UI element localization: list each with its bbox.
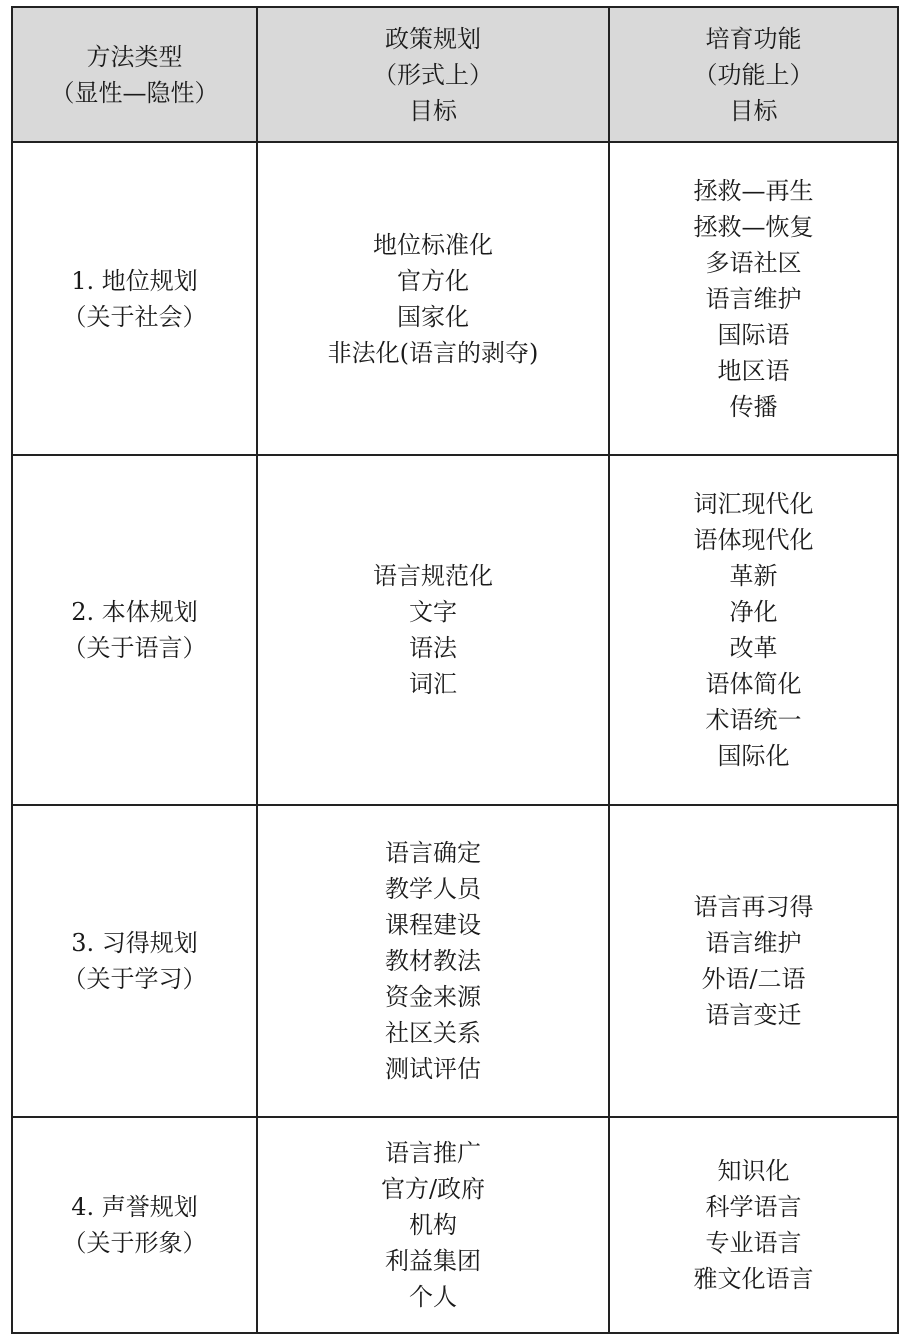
cultivation-item: 革新 [729,562,778,590]
header-method-line: （显性—隐性） [50,78,219,107]
header-cultivation [609,7,898,142]
policy-item: 国家化 [397,302,469,331]
header-cultivation-line: （功能上） [693,60,814,89]
cultivation-item: 科学语言 [705,1193,802,1221]
policy-item: 语言推广 [385,1139,481,1167]
policy-item: 地位标准化 [373,230,493,259]
policy-item: 课程建设 [385,911,481,939]
method-line: （关于社会） [62,302,207,331]
cultivation-item: 雅文化语言 [693,1265,814,1293]
cultivation-item: 国际化 [717,742,790,770]
cultivation-item: 术语统一 [705,706,802,734]
method-cell [12,805,257,1117]
header-policy [257,7,609,142]
cultivation-item: 专业语言 [705,1229,802,1257]
cultivation-item: 改革 [729,634,778,662]
cultivation-item: 多语社区 [705,248,802,277]
cultivation-item: 拯救—恢复 [693,212,814,241]
policy-item: 语言规范化 [373,562,493,590]
cultivation-cell [609,455,898,805]
header-method [12,7,257,142]
cultivation-item: 外语/二语 [701,965,806,993]
policy-item: 文字 [409,598,457,626]
method-cell [12,455,257,805]
policy-item: 词汇 [409,670,457,698]
cultivation-item: 语言变迁 [705,1001,802,1029]
cultivation-item: 语言维护 [705,284,802,313]
cultivation-item: 国际语 [717,320,790,349]
header-policy-line: 政策规划 [385,24,481,53]
cultivation-item: 知识化 [717,1157,790,1185]
method-cell [12,142,257,455]
policy-item: 资金来源 [385,983,481,1011]
method-line: 2. 本体规划 [71,598,198,626]
policy-item: 测试评估 [385,1055,481,1083]
cultivation-item: 语体现代化 [693,526,814,554]
header-row [12,7,898,142]
language-planning-table-frame [11,6,897,1332]
header-policy-line: （形式上） [373,60,493,89]
cultivation-item: 语体简化 [705,670,802,698]
cultivation-item: 语言维护 [705,929,802,957]
language-planning-table [11,6,899,1334]
policy-item: 个人 [409,1283,457,1311]
cultivation-cell [609,1117,898,1333]
cultivation-item: 语言再习得 [693,893,814,921]
policy-item: 教学人员 [385,875,481,903]
policy-item: 官方/政府 [380,1175,486,1203]
table-row [12,805,898,1117]
policy-item: 利益集团 [385,1247,481,1275]
method-line: （关于形象） [62,1229,207,1257]
cultivation-cell [609,142,898,455]
method-line: （关于学习） [62,965,207,993]
policy-cell [257,805,609,1117]
policy-item: 社区关系 [385,1019,481,1047]
policy-cell [257,142,609,455]
policy-item: 非法化(语言的剥夺) [327,338,539,367]
method-line: 1. 地位规划 [71,266,198,295]
cultivation-item: 传播 [729,392,778,421]
method-line: 3. 习得规划 [71,929,198,957]
header-cultivation-line: 培育功能 [705,24,802,53]
header-policy-line: 目标 [409,96,457,125]
policy-item: 语法 [409,634,457,662]
table-row [12,455,898,805]
policy-item: 官方化 [397,266,469,295]
cultivation-item: 地区语 [717,356,790,385]
cultivation-item: 词汇现代化 [693,490,814,518]
table-row [12,142,898,455]
policy-cell [257,1117,609,1333]
cultivation-item: 拯救—再生 [693,176,814,205]
policy-item: 机构 [409,1211,457,1239]
header-cultivation-line: 目标 [729,96,778,125]
policy-cell [257,455,609,805]
method-line: 4. 声誉规划 [71,1193,198,1221]
policy-item: 教材教法 [385,947,481,975]
cultivation-cell [609,805,898,1117]
cultivation-item: 净化 [729,598,778,626]
header-method-line: 方法类型 [86,42,183,71]
method-cell [12,1117,257,1333]
method-line: （关于语言） [62,634,207,662]
policy-item: 语言确定 [385,839,481,867]
table-row [12,1117,898,1333]
